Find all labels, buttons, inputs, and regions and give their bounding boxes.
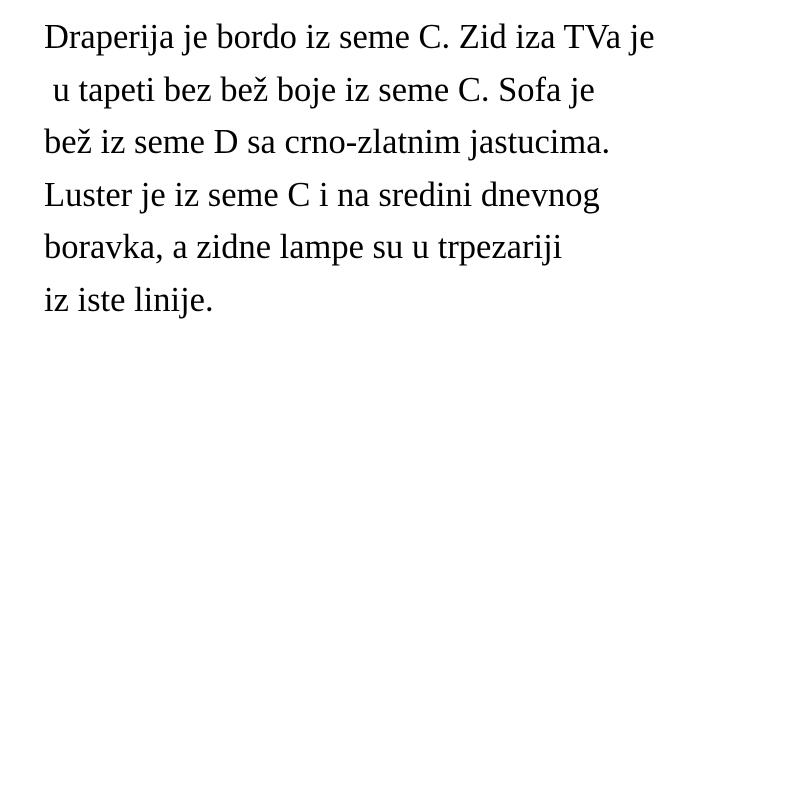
note-line-4: Luster je iz seme C i na sredini dnevnog [44,175,600,214]
note-line-2: u tapeti bez bež boje iz seme C. Sofa je [44,70,595,109]
note-text-block [44,11,784,326]
note-line-5: boravka, a zidne lampe su u trpezariji [44,228,563,266]
note-line-3: bež iz seme D sa crno-zlatnim jastucima. [44,123,611,161]
note-line-1: Draperija je bordo iz seme C. Zid iza TVa je [44,18,655,56]
note-line-6: iz iste linije. [44,280,214,319]
